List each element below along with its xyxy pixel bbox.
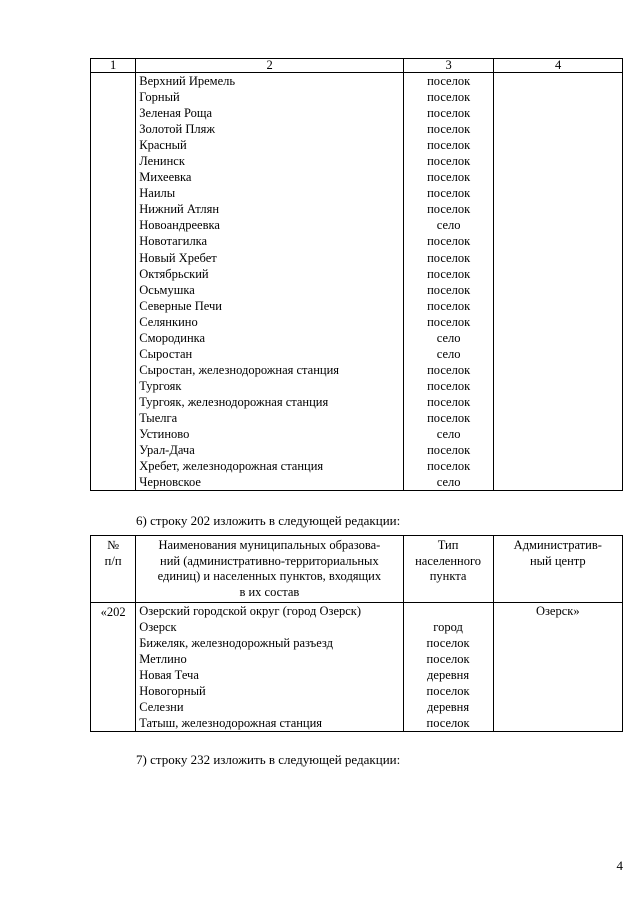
header-center-line: ный центр xyxy=(529,553,586,568)
settlement-name: Октябрьский xyxy=(139,266,209,281)
names-cell xyxy=(136,73,404,491)
settlement-name: Метлино xyxy=(139,652,187,667)
settlement-name: Устиново xyxy=(139,427,190,442)
names-cell xyxy=(136,603,403,732)
settlement-name: Бижеляк, железнодорожный разъезд xyxy=(139,636,333,651)
settlement-name: Новый Хребет xyxy=(139,250,217,265)
settlement-type: поселок xyxy=(426,652,470,667)
table-body-row xyxy=(91,73,623,491)
settlement-name: Северные Печи xyxy=(139,298,222,313)
settlement-name: Татыш, железнодорожная станция xyxy=(139,716,323,731)
settlement-type: село xyxy=(436,218,461,233)
settlement-name: Селянкино xyxy=(139,314,198,329)
settlement-type: село xyxy=(436,346,461,361)
header-number-line: № xyxy=(107,538,120,552)
settlement-name: Новотагилка xyxy=(139,234,208,249)
header-number xyxy=(91,536,136,603)
settlement-name: Ленинск xyxy=(139,154,185,169)
column-number-2: 2 xyxy=(136,59,404,73)
settlement-type: поселок xyxy=(427,74,471,88)
settlement-type: поселок xyxy=(427,394,471,409)
center-cell xyxy=(494,73,623,491)
settlement-name: Осьмушка xyxy=(139,282,195,297)
settlement-type: поселок xyxy=(426,636,470,651)
settlement-name: Новая Теча xyxy=(139,668,199,683)
settlement-name: Тыелга xyxy=(139,410,178,425)
settlement-name: Селезни xyxy=(139,700,184,715)
header-type xyxy=(403,536,493,603)
settlement-type: поселок xyxy=(427,154,471,169)
types-cell xyxy=(403,603,493,732)
header-row xyxy=(91,536,623,603)
settlement-type: поселок xyxy=(427,138,471,153)
settlement-name: Красный xyxy=(139,138,187,153)
settlement-name: Черновское xyxy=(139,475,201,490)
settlement-type: поселок xyxy=(427,186,471,201)
header-center-line: Административ- xyxy=(513,538,602,552)
header-number-line: п/п xyxy=(104,553,122,568)
settlement-type: город xyxy=(433,620,463,635)
settlement-name: Хребет, железнодорожная станция xyxy=(139,459,324,474)
settlement-name: Тургояк xyxy=(139,378,182,393)
settlement-name: Сыростан xyxy=(139,346,193,361)
number-cell xyxy=(91,73,136,491)
settlement-name: Верхний Иремель xyxy=(139,74,236,88)
page-number: 4 xyxy=(616,858,623,873)
header-center xyxy=(493,536,622,603)
settlement-name: Новогорный xyxy=(139,684,206,699)
settlement-type: поселок xyxy=(427,362,471,377)
settlement-type: поселок xyxy=(427,170,471,185)
settlement-type: село xyxy=(436,475,461,490)
settlement-type: поселок xyxy=(426,684,470,699)
settlement-type: поселок xyxy=(427,250,471,265)
types-cell xyxy=(404,73,494,491)
settlement-type: село xyxy=(436,330,461,345)
header-names-line: единиц) и населенных пунктов, входящих xyxy=(157,569,382,583)
settlement-type: поселок xyxy=(427,378,471,393)
settlement-name: Нижний Атлян xyxy=(139,202,220,217)
settlement-type: поселок xyxy=(427,234,471,249)
paragraph-7: 7) строку 232 изложить в следующей редакции: xyxy=(136,752,401,767)
settlement-type: поселок xyxy=(427,314,471,329)
settlement-type: деревня xyxy=(427,668,470,683)
header-names-line: в их состав xyxy=(239,584,300,599)
header-type-line: населенного xyxy=(415,553,482,568)
settlement-type xyxy=(404,603,493,619)
header-type-line: пункта xyxy=(429,569,467,583)
settlement-name: Озерск xyxy=(139,620,177,635)
settlement-type: поселок xyxy=(427,298,471,313)
settlement-type: поселок xyxy=(427,90,471,105)
row-number xyxy=(91,603,136,732)
settlement-type: поселок xyxy=(427,266,471,281)
settlement-name: Озерский городской округ (город Озерск) xyxy=(139,604,362,618)
row-202 xyxy=(91,603,623,732)
settlement-type: поселок xyxy=(427,106,471,121)
settlement-name: Тургояк, железнодорожная станция xyxy=(139,394,329,409)
settlement-type: поселок xyxy=(427,443,471,458)
header-type-line: Тип xyxy=(437,538,459,552)
column-number-1: 1 xyxy=(91,59,136,73)
settlement-type: деревня xyxy=(427,700,470,715)
settlement-name: Новоандреевка xyxy=(139,218,220,233)
column-number-4: 4 xyxy=(494,59,623,73)
settlement-type: поселок xyxy=(427,410,471,425)
settlement-name: Золотой Пляж xyxy=(139,122,215,137)
settlement-name: Наилы xyxy=(139,186,176,201)
row-number-value: «202 xyxy=(100,605,126,619)
settlement-name: Михеевка xyxy=(139,170,192,185)
settlement-type: поселок xyxy=(426,716,470,731)
settlement-name: Урал-Дача xyxy=(139,443,195,458)
row-202-table xyxy=(90,535,623,732)
settlement-name: Сыростан, железнодорожная станция xyxy=(139,362,340,377)
admin-center-value: Озерск» xyxy=(535,604,580,618)
admin-center-cell xyxy=(493,603,622,732)
header-names xyxy=(136,536,403,603)
settlement-name: Смородинка xyxy=(139,330,206,345)
header-names-line: Наименования муниципальных образова- xyxy=(158,538,381,552)
settlement-type: село xyxy=(436,427,461,442)
settlement-type: поселок xyxy=(427,459,471,474)
settlement-name: Зеленая Роща xyxy=(139,106,213,121)
settlement-type: поселок xyxy=(427,202,471,217)
column-number-3: 3 xyxy=(404,59,494,73)
column-number-row xyxy=(91,59,623,73)
settlement-type: поселок xyxy=(427,122,471,137)
settlements-table xyxy=(90,58,623,491)
header-names-line: ний (административно-территориальных xyxy=(160,553,379,568)
settlement-type: поселок xyxy=(427,282,471,297)
settlement-name: Горный xyxy=(139,90,180,105)
paragraph-6: 6) строку 202 изложить в следующей редакции: xyxy=(136,513,401,528)
